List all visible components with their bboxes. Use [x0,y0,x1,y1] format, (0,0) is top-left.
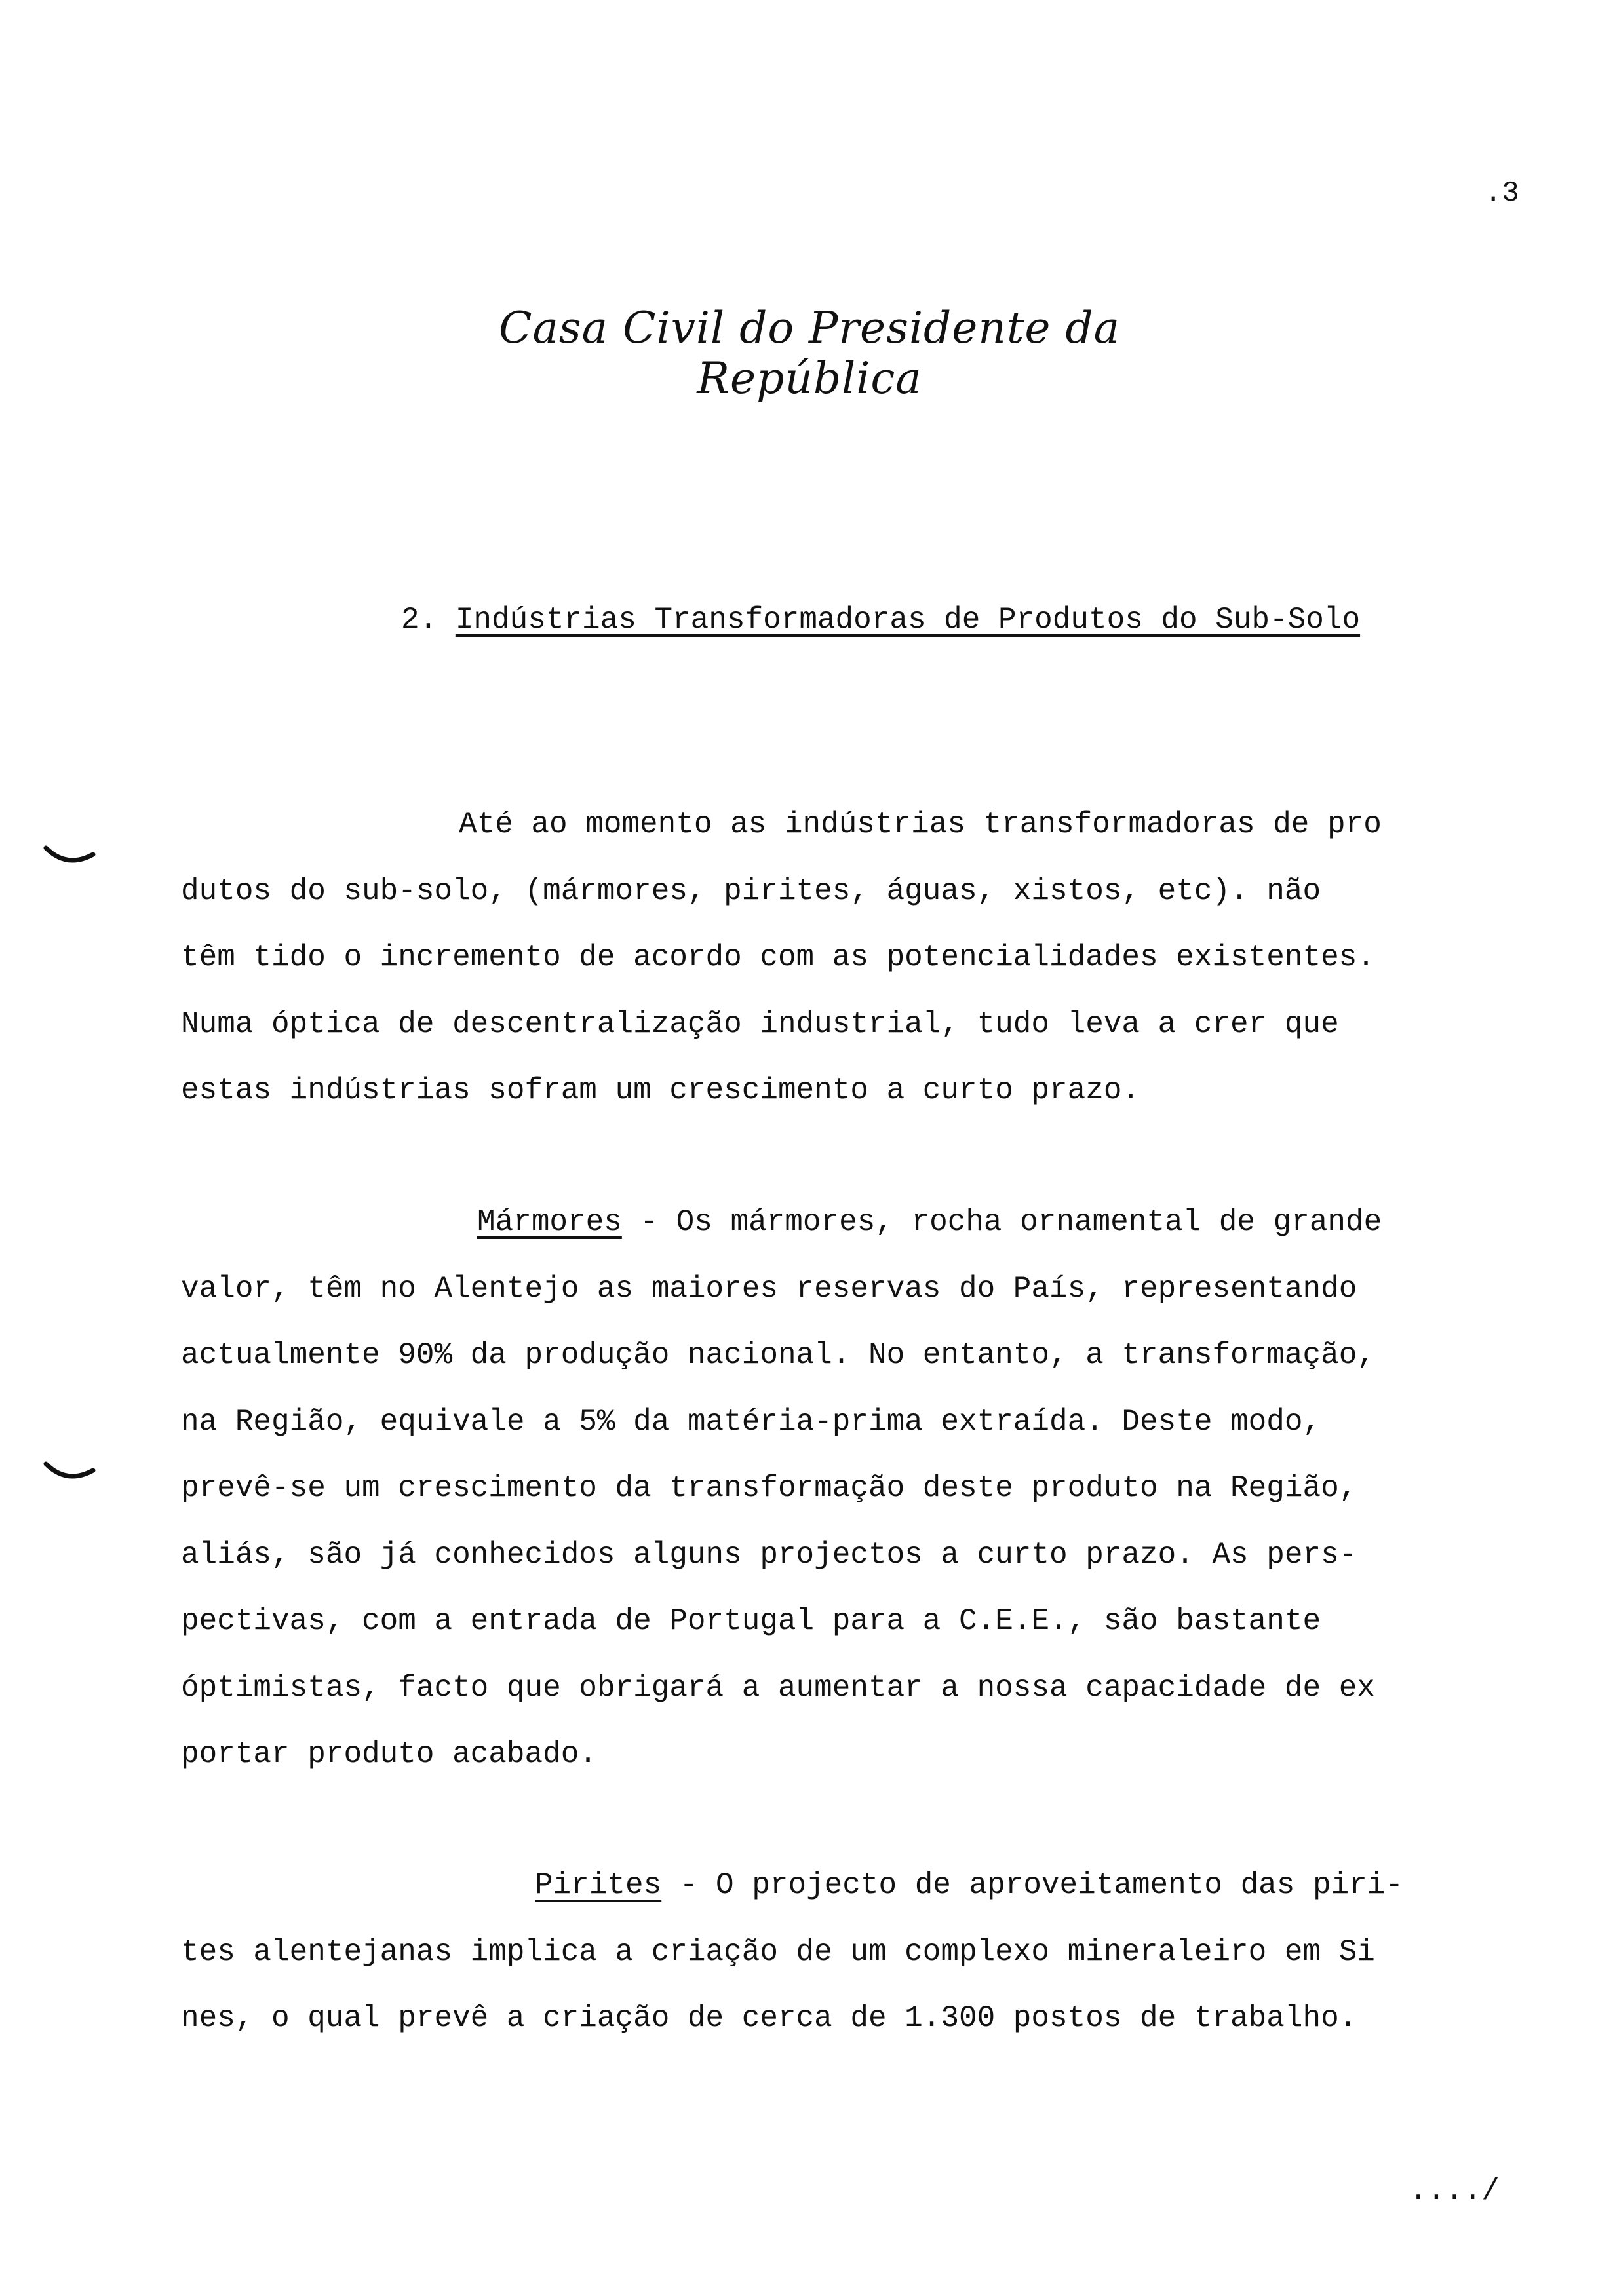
text-line: têm tido o incremento de acordo com as potencialidades existentes. [181,940,1375,974]
text-fragment: - O projecto de aproveitamento das piri- [661,1868,1404,1902]
text-line: Até ao momento as indústrias transformadoras de pro [459,807,1382,841]
text-line: nes, o qual prevê a criação de cerca de 1.300 postos de trabalho. [181,2001,1357,2035]
text-line: óptimistas, facto que obrigará a aumentar a nossa capacidade de ex [181,1670,1375,1705]
text-line: pectivas, com a entrada de Portugal para a C.E.E., são bastante [181,1604,1321,1638]
text-line: na Região, equivale a 5% da matéria-prima extraída. Deste modo, [181,1404,1321,1439]
section-title: Indústrias Transformadoras de Produtos do Sub-Solo [455,603,1361,637]
section-number: 2. [401,603,438,637]
section-heading [401,603,1360,637]
text-fragment: - Os mármores, rocha ornamental de grande [621,1205,1382,1239]
text-line [181,1189,1498,1256]
paragraph-marmores [181,1189,1498,1788]
text-line [181,1852,1498,1919]
continuation-mark: ..../ [1409,2174,1500,2208]
text-line: estas indústrias sofram um crescimento a curto prazo. [181,1073,1140,1107]
term-marmores: Mármores [477,1205,622,1239]
page-number: .3 [1485,177,1519,210]
text-line: tes alentejanas implica a criação de um complexo mineraleiro em Si [181,1934,1375,1969]
text-line: dutos do sub-solo, (mármores, pirites, águas, xistos, etc). não [181,873,1321,908]
paragraph-pirites [181,1852,1498,2052]
text-line: actualmente 90% da produção nacional. No entanto, a transformação, [181,1338,1375,1372]
term-pirites: Pirites [535,1868,662,1902]
text-line: portar produto acabado. [181,1737,597,1771]
text-line: aliás, são já conhecidos alguns projectos a curto prazo. As pers- [181,1537,1357,1572]
text-line: Numa óptica de descentralização industrial, tudo leva a crer que [181,1006,1339,1041]
text-line: prevê-se um crescimento da transformação deste produto na Região, [181,1471,1357,1505]
margin-mark-icon [43,1461,96,1487]
letterhead: Casa Civil do Presidente da República [498,303,1121,404]
text-line: valor, têm no Alentejo as maiores reservas do País, representando [181,1271,1357,1306]
margin-mark-icon [43,845,96,871]
paragraph-intro [181,792,1498,1124]
